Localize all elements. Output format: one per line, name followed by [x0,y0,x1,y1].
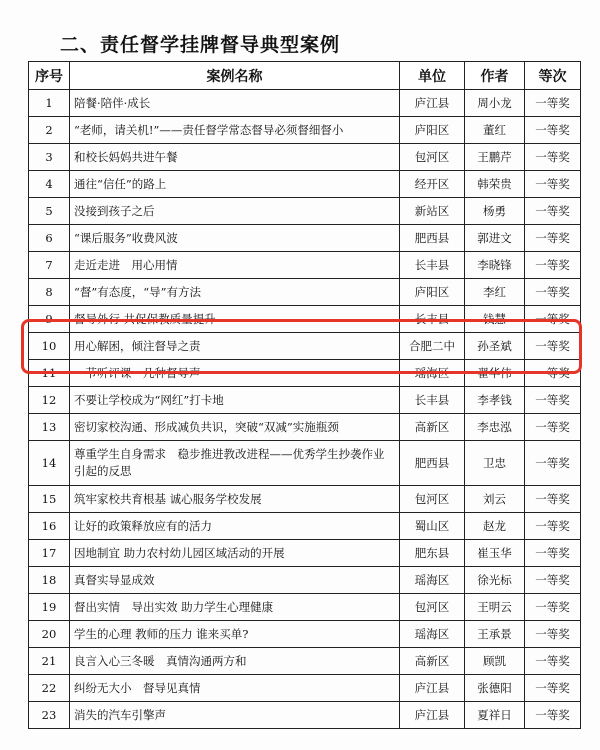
cell-name: 陪餐·陪伴·成长 [70,90,400,117]
cell-author: 周小龙 [465,90,525,117]
cell-no: 22 [29,675,70,702]
table-row [29,540,581,567]
cell-no: 23 [29,702,70,729]
cell-author: 王鹏芹 [465,144,525,171]
cell-name: 不要让学校成为“网红”打卡地 [70,387,400,414]
cell-award: 一等奖 [525,225,581,252]
cell-name: 走近走进 用心用情 [70,252,400,279]
cell-no: 7 [29,252,70,279]
cell-author: 董红 [465,117,525,144]
cell-no: 13 [29,414,70,441]
cell-unit: 庐江县 [400,702,465,729]
cell-no: 12 [29,387,70,414]
cell-name: 没接到孩子之后 [70,198,400,225]
cell-award: 一等奖 [525,486,581,513]
cell-no: 9 [29,306,70,333]
cell-no: 4 [29,171,70,198]
cell-no: 1 [29,90,70,117]
cell-author: 赵龙 [465,513,525,540]
cell-award: 一等奖 [525,567,581,594]
cell-award: 一等奖 [525,675,581,702]
header-author: 作者 [465,62,525,90]
cell-unit: 长丰县 [400,252,465,279]
cell-award: 一等奖 [525,360,581,387]
cell-no: 2 [29,117,70,144]
cell-unit: 瑶海区 [400,360,465,387]
table-row [29,513,581,540]
cell-award: 一等奖 [525,171,581,198]
header-unit: 单位 [400,62,465,90]
cell-award: 一等奖 [525,117,581,144]
section-title: 二、责任督学挂牌督导典型案例 [60,34,341,56]
cell-award: 一等奖 [525,594,581,621]
cell-author: 张德阳 [465,675,525,702]
cell-unit: 包河区 [400,486,465,513]
cell-award: 一等奖 [525,441,581,486]
cell-name: 密切家校沟通、形成减负共识，突破“双减”实施瓶颈 [70,414,400,441]
header-name: 案例名称 [70,62,400,90]
cell-author: 徐光标 [465,567,525,594]
table-row [29,567,581,594]
cell-author: 杨勇 [465,198,525,225]
table-row [29,648,581,675]
cell-name: “督”有态度，“导”有方法 [70,279,400,306]
cell-no: 8 [29,279,70,306]
table-row [29,225,581,252]
cell-author: 卫忠 [465,441,525,486]
cell-author: 夏祥日 [465,702,525,729]
cell-award: 一等奖 [525,414,581,441]
cell-name: 通往“信任”的路上 [70,171,400,198]
cell-name: 让好的政策释放应有的活力 [70,513,400,540]
cell-unit: 肥东县 [400,540,465,567]
table-row [29,441,581,486]
cell-unit: 肥西县 [400,225,465,252]
cell-award: 一等奖 [525,333,581,360]
table-row [29,387,581,414]
cell-author: 李忠泓 [465,414,525,441]
cell-no: 6 [29,225,70,252]
table-row [29,306,581,333]
cell-award: 一等奖 [525,90,581,117]
cell-name: 因地制宜 助力农村幼儿园区域活动的开展 [70,540,400,567]
cell-no: 14 [29,441,70,486]
table-row [29,486,581,513]
cell-no: 20 [29,621,70,648]
table-row [29,621,581,648]
cell-author: 孙圣斌 [465,333,525,360]
header-no: 序号 [29,62,70,90]
cell-name: “老师，请关机!”——责任督学常态督导必须督细督小 [70,117,400,144]
cell-no: 17 [29,540,70,567]
cell-name: 消失的汽车引擎声 [70,702,400,729]
header-award: 等次 [525,62,581,90]
cell-unit: 瑶海区 [400,621,465,648]
cell-author: 王明云 [465,594,525,621]
table-row [29,414,581,441]
cell-award: 一等奖 [525,702,581,729]
cell-no: 5 [29,198,70,225]
cases-table [28,61,581,729]
cell-unit: 瑶海区 [400,567,465,594]
cell-unit: 庐江县 [400,675,465,702]
cell-unit: 庐阳区 [400,279,465,306]
cell-name: 督导外行 共促保教质量提升 [70,306,400,333]
table-row [29,360,581,387]
cell-author: 翟华伟 [465,360,525,387]
cell-unit: 蜀山区 [400,513,465,540]
cell-author: 刘云 [465,486,525,513]
cell-author: 韩荣贵 [465,171,525,198]
cell-award: 一等奖 [525,513,581,540]
cell-author: 郭进文 [465,225,525,252]
table-row [29,594,581,621]
cell-name: 一节听评课 几种督导声 [70,360,400,387]
table-row [29,333,581,360]
cell-author: 李红 [465,279,525,306]
cell-award: 一等奖 [525,621,581,648]
table-row [29,702,581,729]
cell-award: 一等奖 [525,144,581,171]
cell-award: 一等奖 [525,279,581,306]
cell-award: 一等奖 [525,648,581,675]
cell-no: 11 [29,360,70,387]
table-row [29,198,581,225]
cell-no: 3 [29,144,70,171]
table-row [29,252,581,279]
cell-unit: 包河区 [400,144,465,171]
cell-name: 良言入心三冬暖 真情沟通两方和 [70,648,400,675]
table-row [29,279,581,306]
cell-unit: 长丰县 [400,387,465,414]
cell-author: 崔玉华 [465,540,525,567]
cell-unit: 长丰县 [400,306,465,333]
cell-author: 顾凯 [465,648,525,675]
cell-unit: 肥西县 [400,441,465,486]
table-row [29,144,581,171]
cell-author: 王承景 [465,621,525,648]
cell-unit: 新站区 [400,198,465,225]
cell-award: 一等奖 [525,306,581,333]
cell-name: 筑牢家校共育根基 诚心服务学校发展 [70,486,400,513]
cell-award: 一等奖 [525,252,581,279]
table-row [29,117,581,144]
cell-name: 和校长妈妈共进午餐 [70,144,400,171]
cell-unit: 经开区 [400,171,465,198]
cell-no: 18 [29,567,70,594]
cell-unit: 庐阳区 [400,117,465,144]
cell-unit: 合肥二中 [400,333,465,360]
table-row [29,171,581,198]
table-body [29,90,581,729]
cell-unit: 包河区 [400,594,465,621]
cell-author: 李晓锋 [465,252,525,279]
cell-no: 19 [29,594,70,621]
cell-name: 用心解困，倾注督导之责 [70,333,400,360]
cell-name: 督出实情 导出实效 助力学生心理健康 [70,594,400,621]
cell-author: 钱慧 [465,306,525,333]
table-header-row [29,62,581,90]
cell-award: 一等奖 [525,387,581,414]
cell-no: 10 [29,333,70,360]
cell-unit: 高新区 [400,648,465,675]
cell-unit: 高新区 [400,414,465,441]
cell-author: 李孝钱 [465,387,525,414]
cell-name: 学生的心理 教师的压力 谁来买单? [70,621,400,648]
cell-no: 15 [29,486,70,513]
table-row [29,90,581,117]
cell-name: “课后服务”收费风波 [70,225,400,252]
cell-name: 纠纷无大小 督导见真情 [70,675,400,702]
cell-no: 16 [29,513,70,540]
cell-no: 21 [29,648,70,675]
cell-award: 一等奖 [525,198,581,225]
table-row [29,675,581,702]
cell-unit: 庐江县 [400,90,465,117]
cell-name: 真督实导显成效 [70,567,400,594]
cell-award: 一等奖 [525,540,581,567]
cell-name: 尊重学生自身需求 稳步推进教改进程——优秀学生抄袭作业引起的反思 [70,441,400,486]
